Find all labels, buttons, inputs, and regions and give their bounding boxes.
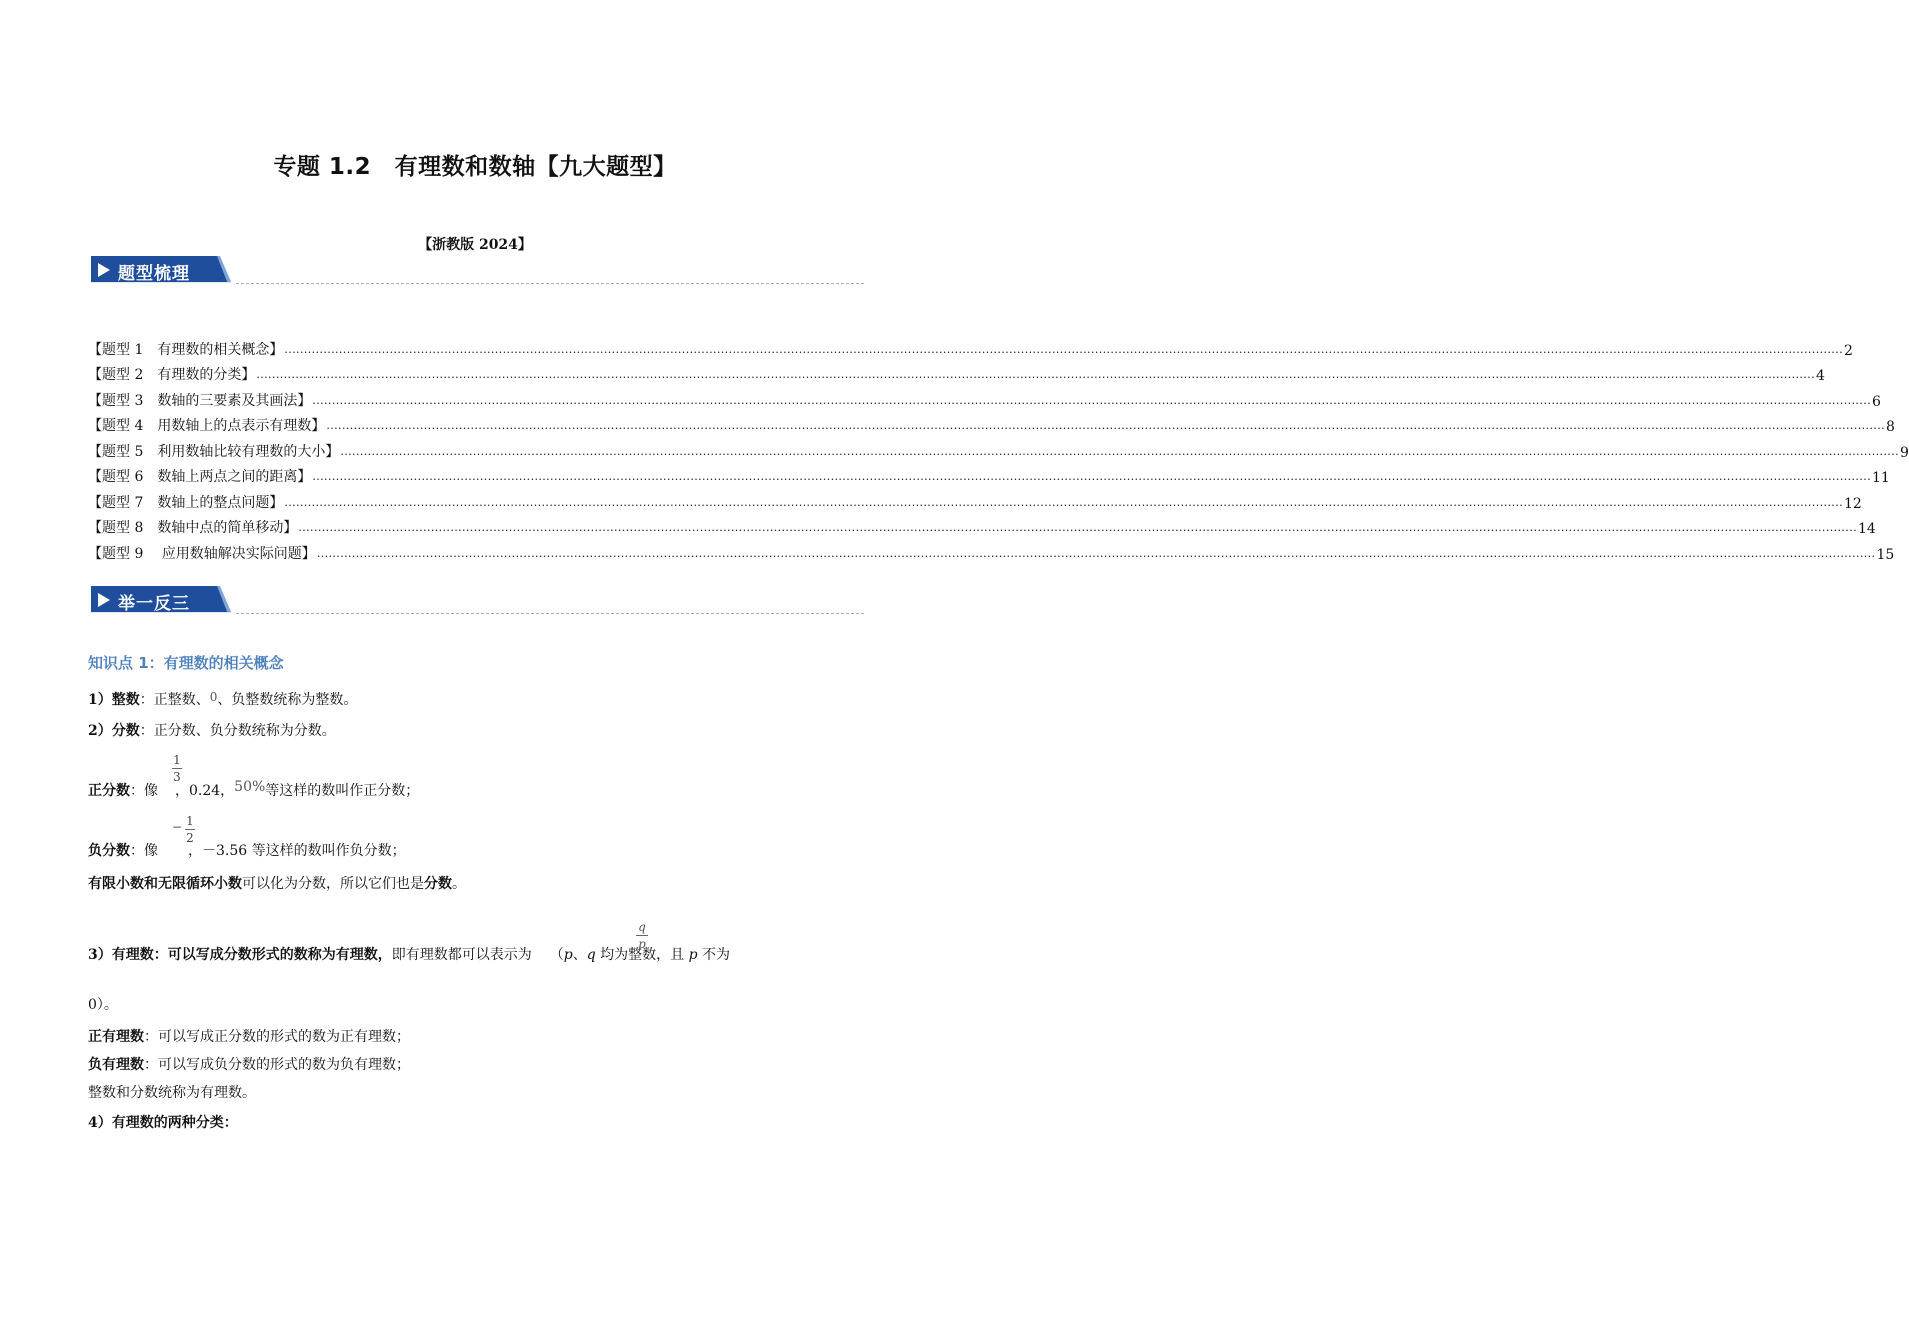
banner-dashed-line — [236, 283, 864, 284]
classification-heading — [88, 1112, 238, 1132]
text: ：像 — [130, 843, 158, 859]
decimal-note — [88, 873, 466, 893]
toc-leader-dots: ................................................................................................................................................................................................................................................................................................................................................................................................................ — [298, 521, 1857, 534]
item-number: 2） — [88, 723, 112, 739]
item-number: 4） — [88, 1115, 112, 1131]
toc-entry-page[interactable]: 8 — [1886, 419, 1895, 435]
text: ：可以写成正分数的形式的数为正有理数； — [144, 1029, 410, 1045]
negative-rational-definition — [88, 1054, 410, 1074]
math-zero: 0 — [209, 690, 218, 704]
toc-entry[interactable] — [88, 359, 1825, 385]
toc-entry-page[interactable]: 2 — [1844, 342, 1853, 359]
toc-leader-dots: ................................................................................................................................................................................................................................................................................................................................................................................................................ — [340, 444, 1899, 458]
section-banner-examples — [86, 586, 864, 616]
banner-dashed-line — [236, 613, 864, 614]
toc-entry[interactable] — [88, 435, 1909, 461]
toc-entry-label[interactable]: 【题型 9 应用数轴解决实际问题】 — [88, 545, 316, 562]
term-negative-fraction: 负分数 — [88, 843, 130, 859]
var-q: q — [586, 947, 596, 963]
toc-entry[interactable] — [88, 410, 1895, 436]
term-positive-rational: 正有理数 — [88, 1029, 144, 1045]
positive-fraction-line — [88, 780, 419, 800]
toc-entry-label[interactable]: 【题型 7 数轴上的整点问题】 — [88, 494, 284, 511]
var-p: p — [688, 947, 698, 963]
item-number: 1） — [88, 692, 112, 708]
denominator: 2 — [186, 831, 194, 845]
rational-definition-continued: 0）。 — [88, 997, 118, 1013]
toc-leader-dots: ................................................................................................................................................................................................................................................................................................................................................................................................................ — [312, 470, 1871, 483]
toc-entry[interactable] — [88, 512, 1876, 538]
banner-label: 题型梳理 — [118, 264, 190, 284]
term-decimals: 有限小数和无限循环小数 — [88, 876, 242, 892]
toc-entry-page[interactable]: 11 — [1872, 470, 1890, 486]
term-integer: 整数 — [111, 692, 140, 708]
toc-entry-label[interactable]: 【题型 1 有理数的相关概念】 — [88, 341, 284, 358]
text: 可以化为分数，所以它们也是 — [242, 876, 424, 892]
denominator: 3 — [173, 770, 181, 784]
integer-definition — [88, 689, 357, 709]
toc-entry-label[interactable]: 【题型 5 利用数轴比较有理数的大小】 — [88, 443, 340, 460]
toc-leader-dots: ................................................................................................................................................................................................................................................................................................................................................................................................................ — [284, 342, 1843, 356]
toc-entry-page[interactable]: 9 — [1900, 444, 1909, 461]
text: （ — [549, 947, 564, 963]
text: ，0.24， — [175, 783, 235, 799]
toc-entry-page[interactable]: 14 — [1858, 521, 1876, 537]
negative-fraction-line — [88, 840, 406, 860]
toc-entry[interactable] — [88, 537, 1895, 563]
toc-entry-label[interactable]: 【题型 4 用数轴上的点表示有理数】 — [88, 418, 326, 434]
text: ：可以写成负分数的形式的数为负有理数； — [144, 1057, 410, 1073]
math-percent: 50% — [234, 779, 266, 795]
toc-entry-label[interactable]: 【题型 3 数轴的三要素及其画法】 — [88, 392, 312, 409]
play-arrow-icon — [98, 263, 110, 277]
fraction-one-third — [172, 753, 182, 784]
toc-leader-dots: ................................................................................................................................................................................................................................................................................................................................................................................................................ — [312, 393, 1871, 407]
page-title: 专题 1.2 有理数和数轴【九大题型】 — [273, 154, 677, 180]
fraction-definition — [88, 720, 336, 740]
edition-label: 【浙教版 2024】 — [418, 237, 532, 253]
denominator: p — [638, 937, 646, 951]
knowledge-point-title: 知识点 1：有理数的相关概念 — [88, 654, 284, 672]
term-fraction: 分数 — [424, 876, 452, 892]
play-arrow-icon — [98, 593, 110, 607]
banner-label: 举一反三 — [118, 594, 190, 614]
toc-entry[interactable] — [88, 333, 1853, 359]
var-p: p — [563, 947, 573, 963]
text: 。 — [452, 876, 466, 892]
fraction-bar — [172, 768, 182, 769]
text: 、负整数统称为整数。 — [217, 692, 358, 708]
text: ：像 — [130, 783, 158, 799]
positive-rational-definition — [88, 1026, 410, 1046]
toc-entry[interactable] — [88, 461, 1890, 487]
toc-entry[interactable] — [88, 486, 1862, 512]
numerator: 1 — [173, 753, 181, 767]
term-negative-rational: 负有理数 — [88, 1057, 144, 1073]
toc-entry-page[interactable]: 12 — [1844, 495, 1862, 512]
term-rational: 有理数：可以写成分数形式的数称为有理数， — [111, 947, 392, 963]
term-fraction: 分数 — [111, 723, 140, 739]
fraction-bar — [636, 935, 648, 936]
fraction-q-over-p — [636, 920, 648, 951]
minus-sign: − — [172, 820, 183, 834]
toc-entry-page[interactable]: 4 — [1816, 368, 1825, 384]
fraction-one-half — [185, 814, 195, 845]
text: 不为 — [697, 947, 731, 963]
numerator: 1 — [186, 814, 194, 828]
toc-entry-label[interactable]: 【题型 6 数轴上两点之间的距离】 — [88, 469, 312, 485]
text: 、 — [572, 947, 587, 963]
text: ，－3.56 等这样的数叫作负分数； — [188, 843, 406, 859]
toc-leader-dots: ................................................................................................................................................................................................................................................................................................................................................................................................................ — [316, 546, 1876, 560]
toc-leader-dots: ................................................................................................................................................................................................................................................................................................................................................................................................................ — [284, 495, 1843, 509]
toc-leader-dots: ................................................................................................................................................................................................................................................................................................................................................................................................................ — [256, 368, 1815, 381]
toc-entry[interactable] — [88, 384, 1881, 410]
text: 等这样的数叫作正分数； — [265, 783, 420, 799]
rational-definition — [88, 944, 730, 964]
text: ：正整数、 — [139, 692, 210, 708]
toc-entry-label[interactable]: 【题型 8 数轴中点的简单移动】 — [88, 520, 298, 536]
numerator: q — [638, 920, 646, 934]
item-number: 3） — [88, 947, 112, 963]
text: ：正分数、负分数统称为分数。 — [139, 723, 336, 739]
text: 均为整数，且 — [595, 947, 689, 963]
summary-line: 整数和分数统称为有理数。 — [88, 1085, 256, 1101]
section-banner-question-types — [86, 256, 864, 286]
term-positive-fraction: 正分数 — [88, 783, 130, 799]
toc-entry-label[interactable]: 【题型 2 有理数的分类】 — [88, 367, 256, 383]
term-classification: 有理数的两种分类： — [111, 1115, 238, 1131]
toc-entry-page[interactable]: 15 — [1876, 546, 1895, 563]
text: 即有理数都可以表示为 — [391, 947, 532, 963]
toc-entry-page[interactable]: 6 — [1872, 393, 1881, 410]
fraction-bar — [185, 829, 195, 830]
toc-leader-dots: ................................................................................................................................................................................................................................................................................................................................................................................................................ — [326, 419, 1885, 432]
table-of-contents — [88, 333, 1909, 563]
